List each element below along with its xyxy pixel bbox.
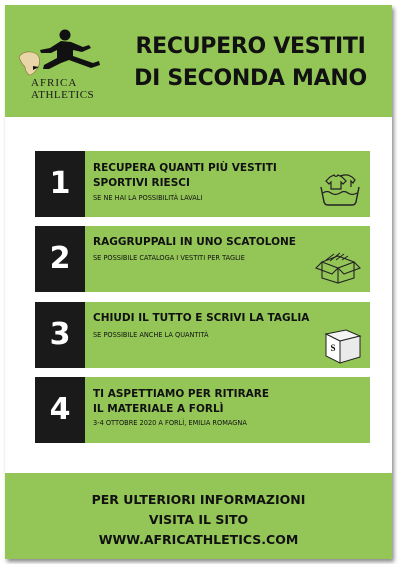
open-box-icon — [314, 248, 362, 284]
footer-line-1: PER ULTERIORI INFORMAZIONI — [91, 492, 306, 507]
website-link[interactable]: WWW.AFRICATHLETICS.COM — [98, 532, 299, 547]
step-subtitle: SE NE HAI LA POSSIBILITÀ LAVALI — [93, 194, 203, 202]
step-title — [93, 161, 318, 191]
step-title-line: CHIUDI IL TUTTO E SCRIVI LA TAGLIA — [93, 312, 310, 324]
step-number: 2 — [49, 241, 71, 276]
step-number: 4 — [49, 392, 71, 427]
step-number-box — [35, 377, 85, 443]
step-number: 1 — [49, 166, 71, 201]
step-subtitle: 3-4 OTTOBRE 2020 A FORLÌ, EMILIA ROMAGNA — [93, 419, 247, 427]
step-subtitle: SE POSSIBILE CATALOGA I VESTITI PER TAGLIE — [93, 254, 245, 262]
title-line-2: DI SECONDA MANO — [134, 66, 367, 91]
africa-athletics-logo — [13, 23, 113, 105]
logo-line-2: ATHLETICS — [31, 89, 95, 101]
step-title — [93, 387, 353, 417]
page-title — [113, 31, 388, 95]
box-size-label: S — [330, 343, 336, 353]
washing-clothes-icon — [318, 171, 362, 207]
header-banner — [5, 5, 392, 117]
step-3 — [35, 302, 370, 368]
poster — [5, 5, 392, 559]
step-title-line: SPORTIVI RIESCI — [93, 177, 190, 189]
step-title — [93, 235, 333, 250]
step-number: 3 — [49, 317, 71, 352]
step-number-box — [35, 151, 85, 217]
step-number-box — [35, 226, 85, 292]
step-2 — [35, 226, 370, 292]
logo-line-1: AFRICA — [31, 77, 78, 89]
footer-line-2: VISITA IL SITO — [148, 512, 249, 527]
runner-silhouette-icon — [13, 23, 113, 79]
step-title-line: IL MATERIALE A FORLÌ — [93, 403, 224, 415]
step-title-line: RECUPERA QUANTI PIÙ VESTITI — [93, 162, 277, 174]
step-title-line: TI ASPETTIAMO PER RITIRARE — [93, 388, 270, 400]
step-subtitle: SE POSSIBILE ANCHE LA QUANTITÀ — [93, 331, 209, 339]
title-line-1: RECUPERO VESTITI — [135, 34, 366, 59]
step-1 — [35, 151, 370, 217]
step-number-box — [35, 302, 85, 368]
step-title-line: RAGGRUPPALI IN UNO SCATOLONE — [93, 236, 296, 248]
logo-wordmark — [31, 77, 121, 101]
step-4 — [35, 377, 370, 443]
closed-box-icon — [322, 326, 362, 364]
step-title — [93, 311, 343, 326]
footer-banner — [5, 473, 392, 559]
